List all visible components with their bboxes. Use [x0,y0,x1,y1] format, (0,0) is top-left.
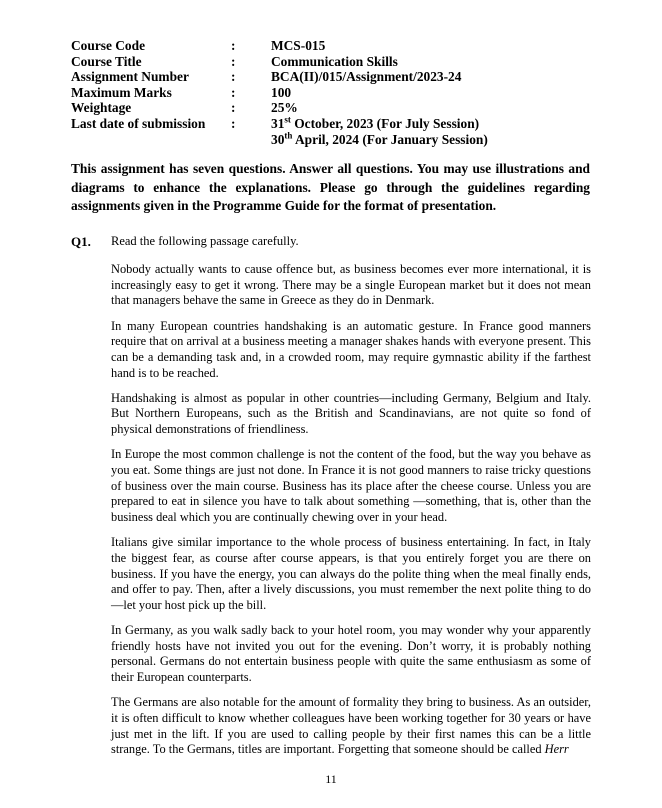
weightage-row [71,100,488,116]
assignment-instructions: This assignment has seven questions. Answer all questions. You may use illustrations and diagrams to enhance the explanations. Please go through the guidelines regarding assignments given in the Programme Guide for the format of presentation. [71,161,590,213]
weightage-value: 25% [271,100,298,116]
assignment-details [71,38,488,147]
assignment-number-value: BCA(II)/015/Assignment/2023-24 [271,69,462,85]
maximum-marks-row [71,85,488,101]
course-code-value: MCS-015 [271,38,326,53]
january-session-date: 30th April, 2024 (For January Session) [271,130,488,147]
assignment-number-row [71,69,488,85]
passage-paragraph: In Germany, as you walk sadly back to your hotel room, you may wonder why your apparently friendly hosts have not invited you out for the evening. Don’t worry, it is probably nothing personal. Germans do not entertain business people with quite the same enthusiasm as some of their European counterparts. [111,623,591,685]
passage-paragraph: Italians give similar importance to the whole process of business entertaining. In fact, in Italy the biggest fear, as course after course appears, is that you entirely forget you are there on business. If you have the energy, you can always do the polite thing when the meal finally ends, and offer to pay. Then, after a lively discussions, you must remember the next polite thing to do—let your host pick up the bill. [111,535,591,612]
last-date-values [271,116,488,147]
last-date-row [71,116,488,147]
question-prompt: Read the following passage carefully. [111,234,299,248]
course-title-row [71,54,488,70]
colon: : [231,53,236,69]
weightage-label: Weightage [71,100,132,116]
last-date-label: Last date of submission [71,115,206,131]
question-number: Q1. [71,234,91,249]
passage-paragraph: The Germans are also notable for the amount of formality they bring to business. As an outsider, it is often difficult to know whether colleagues have been working together for 30 years or have just met in the lift. If you are used to calling people by their first names this can be a little strange. To the Germans, titles are important. Forgetting that someone should be called Herr [111,695,591,757]
passage-paragraph: In many European countries handshaking is an automatic gesture. In France good manners require that on arrival at a business meeting a manager shakes hands with everyone present. This can be a demanding task and, in a crowded room, may require gymnastic ability if the farthest hand is to be reached. [111,318,591,380]
course-code-label: Course Code [71,38,146,53]
colon: : [231,100,236,116]
passage-paragraph: Nobody actually wants to cause offence but, as business becomes ever more international, it is increasingly easy to get it wrong. There may be a single European market but it does not mean that managers behave the same in Greece as they do in Denmark. [111,262,591,308]
reading-passage [111,262,591,767]
colon: : [231,69,236,85]
colon: : [231,84,236,100]
page-number: 11 [325,772,337,786]
assignment-number-label: Assignment Number [71,69,189,85]
colon: : [231,38,236,53]
course-title-value: Communication Skills [271,53,398,69]
passage-paragraph: In Europe the most common challenge is not the content of the food, but the way you behave as you eat. Some things are just not done. In France it is not good manners to raise tricky questions of business over the main course. Business has its place after the cheese course. Unless you are prepared to eat in silence you have to talk about something —something, that is, other than the business deal which you are continually chewing over in your head. [111,447,591,525]
maximum-marks-value: 100 [271,84,292,100]
course-title-label: Course Title [71,53,142,69]
passage-paragraph: Handshaking is almost as popular in other countries—including Germany, Belgium and Italy. But Northern Europeans, such as the British and Scandinavians, are not quite so fond of physical demonstrations of friendliness. [111,390,591,437]
course-code-row [71,38,488,54]
colon: : [231,115,236,131]
maximum-marks-label: Maximum Marks [71,84,172,100]
july-session-date: 31st October, 2023 (For July Session) [271,114,480,131]
